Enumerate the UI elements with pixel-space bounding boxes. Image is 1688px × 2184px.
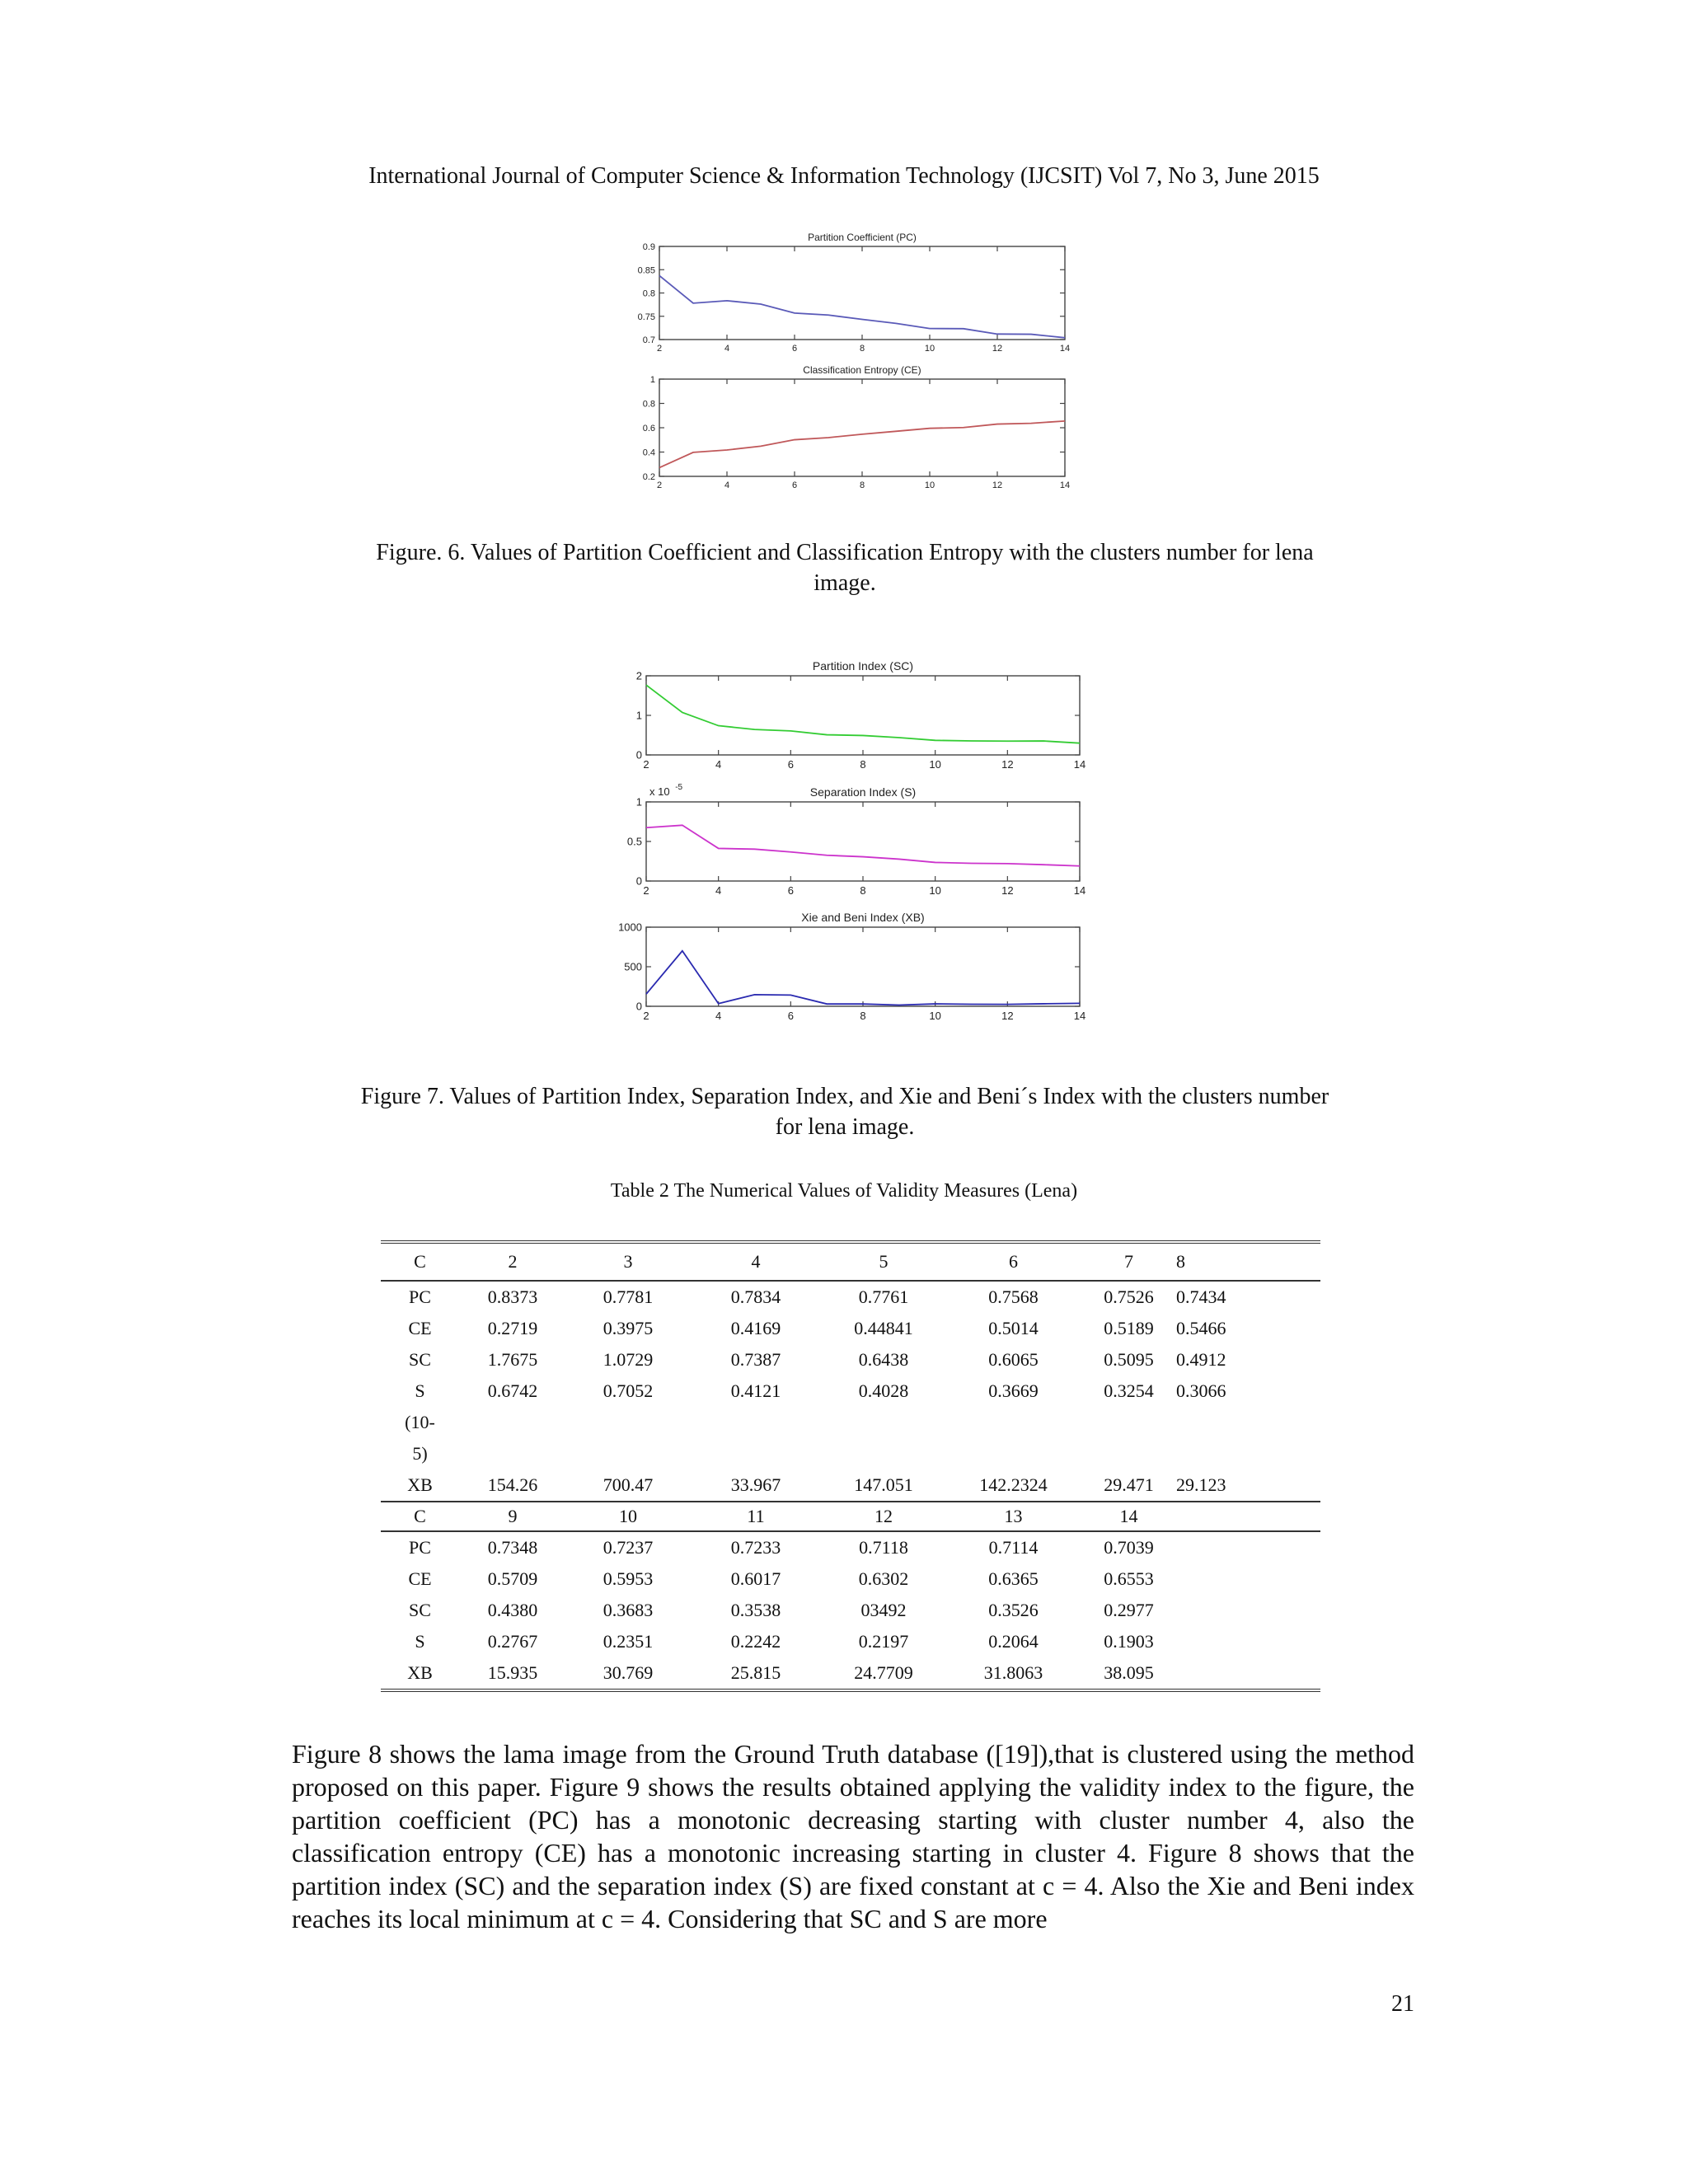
table-cell: 13 (945, 1502, 1081, 1531)
row-label-cell: CE (408, 1568, 432, 1589)
x-tick-label: 4 (724, 344, 730, 354)
plot-frame (646, 676, 1080, 755)
plot-4 (618, 911, 1085, 1022)
table-cell: 0.6438 (858, 1349, 909, 1370)
y-tick-label: 0.8 (642, 288, 655, 299)
table-cell: 38.095 (1104, 1662, 1154, 1683)
x-tick-label: 4 (715, 1010, 722, 1022)
x-tick-label: 10 (929, 884, 941, 897)
table-cell: 1.7675 (487, 1349, 538, 1370)
x-tick-label: 2 (643, 1010, 649, 1022)
table-cell (459, 1438, 566, 1469)
row-label-cell: S (415, 1380, 425, 1401)
table-cell: 10 (566, 1502, 690, 1531)
table-cell: 0.2242 (730, 1631, 781, 1652)
table-cell: 0.2767 (487, 1631, 538, 1652)
x-tick-label: 6 (791, 480, 798, 490)
table-cell: 0.7434 (1176, 1286, 1226, 1307)
table-cell: 0.2719 (487, 1318, 538, 1338)
figure-6-chart (610, 224, 1088, 496)
table-cell: 0.7118 (859, 1537, 908, 1558)
y-tick-label: 1000 (618, 921, 642, 934)
y-tick-label: 0.8 (642, 399, 655, 410)
x-tick-label: 14 (1073, 884, 1086, 897)
table-cell (459, 1407, 566, 1438)
table-cell: 142.2324 (979, 1474, 1048, 1495)
table-cell: 1.0729 (603, 1349, 654, 1370)
table-row (381, 1313, 1320, 1344)
table-cell (1081, 1438, 1176, 1469)
x-tick-label: 14 (1059, 344, 1071, 354)
y-tick-label: 0.2 (642, 472, 655, 482)
x-tick-label: 8 (860, 884, 866, 897)
table-cell: 0.3538 (730, 1600, 781, 1620)
figure-6-caption (297, 537, 1393, 598)
row-label-cell: PC (409, 1537, 431, 1558)
table-2-title: Table 2 The Numerical Values of Validity Measures (Lena) (610, 1180, 1078, 1202)
plot-frame (659, 246, 1065, 340)
table-cell: 0.3683 (603, 1600, 654, 1620)
x-tick-label: 6 (787, 1010, 794, 1022)
x-tick-label: 6 (791, 344, 798, 354)
x-tick-label: 8 (859, 344, 865, 354)
table-cell: 0.7233 (730, 1537, 781, 1558)
series-line (646, 951, 1080, 1005)
table-cell: 33.967 (730, 1474, 781, 1495)
table-cell: 0.7568 (988, 1286, 1039, 1307)
plot-2 (636, 659, 1085, 771)
plot-frame (646, 927, 1080, 1006)
x-tick-label: 12 (1001, 758, 1014, 771)
row-label-cell: (10- (405, 1412, 435, 1432)
table-row (381, 1626, 1320, 1657)
table-cell (1176, 1531, 1320, 1563)
table-cell: 0.2977 (1104, 1600, 1154, 1620)
plot-frame (646, 802, 1080, 881)
table-cell: 11 (690, 1502, 822, 1531)
validity-measures-table (381, 1240, 1320, 1692)
x-tick-label: 4 (724, 480, 730, 490)
table-cell: 0.6553 (1104, 1568, 1154, 1589)
y-tick-label: 0.85 (637, 265, 655, 276)
x-tick-label: 2 (656, 344, 663, 354)
table-row (381, 1281, 1320, 1313)
x-tick-label: 8 (860, 1010, 866, 1022)
table-cell: 154.26 (487, 1474, 538, 1495)
table-cell: 4 (690, 1242, 822, 1281)
body-paragraph: Figure 8 shows the lama image from the Ground Truth database ([19]),that is clustered using the method proposed on this paper. Figure 9 shows the results obtained applying the validity index to the figure, the partition coefficient (PC) has a monotonic decreasing starting with cluster number 4, also the classification entropy (CE) has a monotonic increasing starting in cluster 4. Figure 8 shows that the partition index (SC) and the separation index (S) are fixed constant at c = 4. Also the Xie and Beni index reaches its local minimum at c = 4. Considering that SC and S are more (292, 1739, 1414, 1933)
table-cell: 0.6742 (487, 1380, 538, 1401)
table-cell: 30.769 (603, 1662, 654, 1683)
plot-0 (638, 232, 1071, 354)
row-label-cell: C (381, 1242, 459, 1281)
x-tick-label: 14 (1073, 1010, 1086, 1022)
row-label-cell: 5) (412, 1443, 428, 1464)
x-tick-label: 12 (992, 480, 1003, 490)
y-tick-label: 0.5 (626, 835, 642, 848)
table-cell: 29.471 (1104, 1474, 1154, 1495)
table-cell: 0.7834 (730, 1286, 781, 1307)
table-cell: 0.7114 (988, 1537, 1039, 1558)
table-cell: 29.123 (1176, 1474, 1226, 1495)
row-label-cell: SC (409, 1600, 431, 1620)
table-cell (1176, 1563, 1320, 1595)
x-tick-label: 12 (992, 344, 1003, 354)
journal-header: International Journal of Computer Science & Information Technology (IJCSIT) Vol 7, No 3, June 2015 (368, 163, 1320, 189)
x-tick-label: 8 (860, 758, 866, 771)
table-cell: 24.7709 (854, 1662, 913, 1683)
x-tick-label: 14 (1059, 480, 1071, 490)
y-tick-label: 1 (649, 375, 655, 385)
figure-7-caption-line2: for lena image. (775, 1114, 915, 1140)
table-cell: 0.3254 (1104, 1380, 1154, 1401)
plot-1 (643, 364, 1070, 490)
x-tick-label: 6 (787, 884, 794, 897)
x-tick-label: 10 (929, 758, 941, 771)
table-cell: 0.7348 (487, 1537, 538, 1558)
table-cell: 147.051 (854, 1474, 913, 1495)
table-cell: 12 (822, 1502, 945, 1531)
table-cell: 0.7526 (1104, 1286, 1154, 1307)
x-tick-label: 14 (1073, 758, 1086, 771)
table-cell (690, 1407, 822, 1438)
table-cell: 0.2351 (603, 1631, 654, 1652)
table-header-row-2 (381, 1502, 1320, 1531)
row-label-cell: C (381, 1502, 459, 1531)
table-row (381, 1657, 1320, 1690)
x-tick-label: 2 (643, 884, 649, 897)
y-tick-label: 0.9 (642, 242, 655, 252)
table-cell (1176, 1438, 1320, 1469)
y-tick-label: 0.7 (642, 335, 655, 345)
table-cell: 5 (822, 1242, 945, 1281)
row-label-cell: S (415, 1631, 425, 1652)
table-row (381, 1438, 1320, 1469)
table-cell (945, 1407, 1081, 1438)
table-cell: 0.5014 (988, 1318, 1039, 1338)
table-cell: 0.5466 (1176, 1318, 1226, 1338)
table-header-row (381, 1242, 1320, 1281)
table-cell: 6 (945, 1242, 1081, 1281)
x-tick-label: 8 (859, 480, 865, 490)
table-cell: 9 (459, 1502, 566, 1531)
table-cell: 0.2197 (858, 1631, 909, 1652)
table-row (381, 1344, 1320, 1376)
table-cell: 0.3066 (1176, 1380, 1226, 1401)
table-cell: 0.7052 (603, 1380, 654, 1401)
table-row (381, 1531, 1320, 1563)
table-row (381, 1376, 1320, 1407)
x-tick-label: 4 (715, 758, 722, 771)
plot-title: Xie and Beni Index (XB) (801, 911, 925, 924)
table-cell: 0.5189 (1104, 1318, 1154, 1338)
table-cell: 0.5095 (1104, 1349, 1154, 1370)
x-tick-label: 6 (787, 758, 794, 771)
row-label-cell: PC (409, 1286, 431, 1307)
y-multiplier-exp: -5 (675, 783, 683, 792)
y-tick-label: 0 (635, 1000, 642, 1013)
table-cell: 15.935 (487, 1662, 538, 1683)
table-cell: 7 (1081, 1242, 1176, 1281)
x-tick-label: 12 (1001, 884, 1014, 897)
table-row (381, 1407, 1320, 1438)
table-cell (1176, 1595, 1320, 1626)
y-tick-label: 0 (635, 874, 642, 888)
table-cell: 0.7387 (730, 1349, 781, 1370)
series-line (646, 685, 1080, 743)
table-cell: 3 (566, 1242, 690, 1281)
series-line (646, 825, 1080, 865)
table-cell: 0.4121 (730, 1380, 781, 1401)
table-cell (1176, 1657, 1320, 1690)
y-tick-label: 0.6 (642, 424, 655, 434)
table-cell: 0.6302 (858, 1568, 909, 1589)
table-cell: 0.7761 (858, 1286, 909, 1307)
figure-7-caption-line1: Figure 7. Values of Partition Index, Separation Index, and Xie and Beni´s Index with the clusters number (360, 1084, 1329, 1109)
table-cell: 0.4912 (1176, 1349, 1226, 1370)
series-line (659, 275, 1065, 337)
table-cell: 0.7039 (1104, 1537, 1154, 1558)
table-cell: 0.3669 (988, 1380, 1039, 1401)
figure-6-caption-line1: Figure. 6. Values of Partition Coefficient and Classification Entropy with the clusters number for lena (376, 540, 1314, 565)
table-cell: 0.2064 (988, 1631, 1039, 1652)
y-tick-label: 0.75 (637, 312, 655, 322)
x-tick-label: 2 (656, 480, 663, 490)
y-multiplier: x 10 (649, 785, 670, 798)
table-cell: 0.7237 (603, 1537, 654, 1558)
x-tick-label: 4 (715, 884, 722, 897)
table-cell: 25.815 (730, 1662, 781, 1683)
row-label-cell: CE (408, 1318, 432, 1338)
table-cell (1081, 1407, 1176, 1438)
table-cell: 700.47 (603, 1474, 654, 1495)
table-cell: 14 (1081, 1502, 1176, 1531)
table-row (381, 1563, 1320, 1595)
table-cell: 0.6065 (988, 1349, 1039, 1370)
table-cell: 0.44841 (854, 1318, 913, 1338)
figure-6-caption-line2: image. (814, 570, 876, 596)
table-cell: 0.8373 (487, 1286, 538, 1307)
y-tick-label: 0 (635, 748, 642, 762)
x-tick-label: 10 (924, 344, 935, 354)
page-number: 21 (1391, 1991, 1414, 2017)
table-cell (822, 1407, 945, 1438)
table-cell: 0.7781 (603, 1286, 654, 1307)
table-cell: 0.3526 (988, 1600, 1039, 1620)
table-cell: 8 (1176, 1242, 1320, 1281)
plot-title: Separation Index (S) (809, 785, 917, 799)
table-cell (1176, 1407, 1320, 1438)
table-cell: 0.6365 (988, 1568, 1039, 1589)
table-cell: 0.1903 (1104, 1631, 1154, 1652)
table-cell (822, 1438, 945, 1469)
x-tick-label: 2 (643, 758, 649, 771)
table-cell (690, 1438, 822, 1469)
y-tick-label: 1 (635, 709, 642, 722)
row-label-cell: SC (409, 1349, 431, 1370)
table-cell: 0.4380 (487, 1600, 538, 1620)
table-cell: 0.5709 (487, 1568, 538, 1589)
plot-title: Partition Index (SC) (812, 659, 914, 673)
x-tick-label: 10 (924, 480, 935, 490)
table-cell (1176, 1502, 1320, 1531)
y-tick-label: 1 (635, 795, 642, 808)
series-line (659, 421, 1065, 468)
table-cell: 03492 (860, 1600, 907, 1620)
plot-frame (659, 379, 1065, 476)
figure-7-chart (610, 648, 1104, 1029)
table-cell: 0.3975 (603, 1318, 654, 1338)
row-label-cell: XB (407, 1474, 433, 1495)
table-cell (566, 1407, 690, 1438)
table-cell: 0.4169 (730, 1318, 781, 1338)
y-tick-label: 500 (624, 960, 642, 973)
plot-3 (627, 783, 1085, 897)
figure-7-caption (297, 1081, 1393, 1142)
table-cell: 0.6017 (730, 1568, 781, 1589)
table-row (381, 1595, 1320, 1626)
table-cell: 0.5953 (603, 1568, 654, 1589)
table-cell: 0.4028 (858, 1380, 909, 1401)
row-label-cell: XB (407, 1662, 433, 1683)
table-row (381, 1469, 1320, 1502)
table-cell (945, 1438, 1081, 1469)
x-tick-label: 12 (1001, 1010, 1014, 1022)
plot-title: Classification Entropy (CE) (803, 364, 921, 376)
x-tick-label: 10 (929, 1010, 941, 1022)
y-tick-label: 0.4 (642, 448, 655, 458)
table-cell (1176, 1626, 1320, 1657)
plot-title: Partition Coefficient (PC) (808, 232, 917, 243)
table-cell: 31.8063 (983, 1662, 1043, 1683)
table-cell: 2 (459, 1242, 566, 1281)
table-cell (566, 1438, 690, 1469)
y-tick-label: 2 (635, 669, 642, 682)
